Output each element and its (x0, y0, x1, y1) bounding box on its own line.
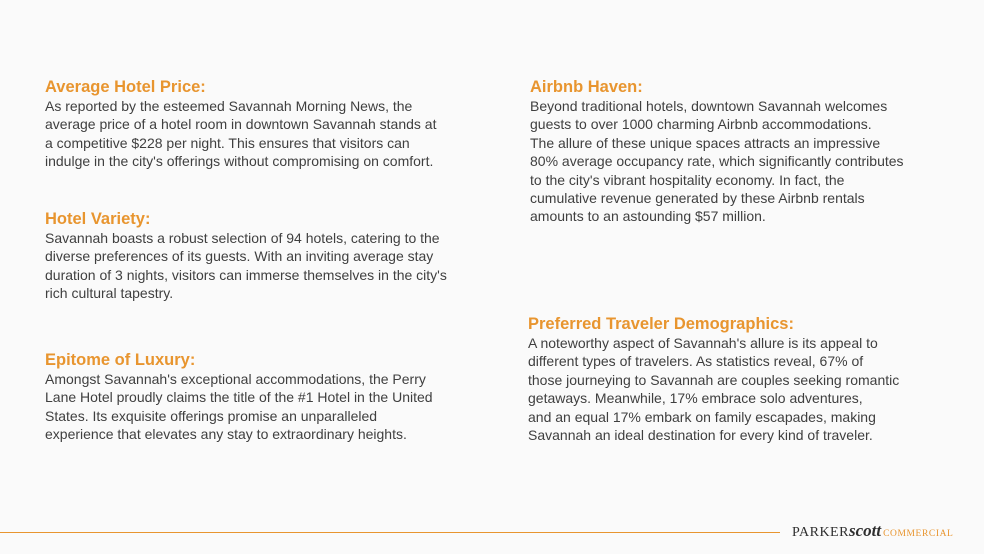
body-line: average price of a hotel room in downtown Savannah stands at (45, 116, 437, 133)
section-title: Average Hotel Price: (45, 78, 206, 96)
body-line: those journeying to Savannah are couples seeking romantic (528, 371, 900, 388)
section-average-hotel-price (45, 78, 436, 171)
section-title: Preferred Traveler Demographics: (528, 315, 794, 333)
logo-parker: PARKER (792, 525, 849, 540)
body-line: As reported by the esteemed Savannah Morning News, the (45, 98, 413, 114)
body-line: Savannah an ideal destination for every kind of traveler. (528, 427, 873, 444)
body-line: 80% average occupancy rate, which significantly contributes (530, 153, 904, 170)
body-line: amounts to an astounding $57 million. (530, 208, 766, 225)
section-body (45, 370, 433, 444)
body-line: and an equal 17% embark on family escapades, making (528, 408, 876, 425)
body-line: to the city's vibrant hospitality economy. In fact, the (530, 171, 845, 188)
body-line: Lane Hotel proudly claims the title of the #1 Hotel in the United (45, 389, 433, 406)
section-body (530, 97, 904, 226)
section-preferred-traveler-demographics (528, 315, 899, 444)
body-line: rich cultural tapestry. (45, 285, 174, 302)
footer-divider (0, 532, 780, 533)
body-line: diverse preferences of its guests. With an inviting average stay (45, 248, 434, 265)
body-line: indulge in the city's offerings without compromising on comfort. (45, 153, 434, 170)
body-line: guests to over 1000 charming Airbnb accommodations. (530, 116, 872, 133)
body-line: getaways. Meanwhile, 17% embrace solo adventures, (528, 390, 863, 407)
body-line: Beyond traditional hotels, downtown Savannah welcomes (530, 98, 888, 114)
body-line: a competitive $228 per night. This ensures that visitors can (45, 134, 410, 151)
section-body (528, 334, 899, 444)
body-line: A noteworthy aspect of Savannah's allure is its appeal to (528, 335, 878, 351)
section-epitome-of-luxury (45, 351, 433, 444)
body-line: duration of 3 nights, visitors can immerse themselves in the city's (45, 266, 447, 283)
section-body (45, 97, 436, 171)
section-airbnb-haven (530, 78, 904, 226)
logo-scott: scott (848, 521, 882, 540)
section-title: Hotel Variety: (45, 210, 151, 228)
section-body (45, 229, 447, 303)
body-line: experience that elevates any stay to extraordinary heights. (45, 426, 407, 443)
body-line: different types of travelers. As statistics reveal, 67% of (528, 353, 864, 370)
body-line: cumulative revenue generated by these Airbnb rentals (530, 190, 865, 207)
section-title: Epitome of Luxury: (45, 351, 196, 369)
body-line: States. Its exquisite offerings promise an unparalleled (45, 407, 378, 424)
section-hotel-variety (45, 210, 447, 303)
logo-commercial: COMMERCIAL (883, 529, 954, 539)
body-line: Amongst Savannah's exceptional accommodations, the Perry (45, 371, 426, 387)
company-logo (792, 521, 953, 541)
body-line: The allure of these unique spaces attracts an impressive (530, 134, 881, 151)
section-title: Airbnb Haven: (530, 78, 643, 96)
body-line: Savannah boasts a robust selection of 94 hotels, catering to the (45, 230, 440, 246)
